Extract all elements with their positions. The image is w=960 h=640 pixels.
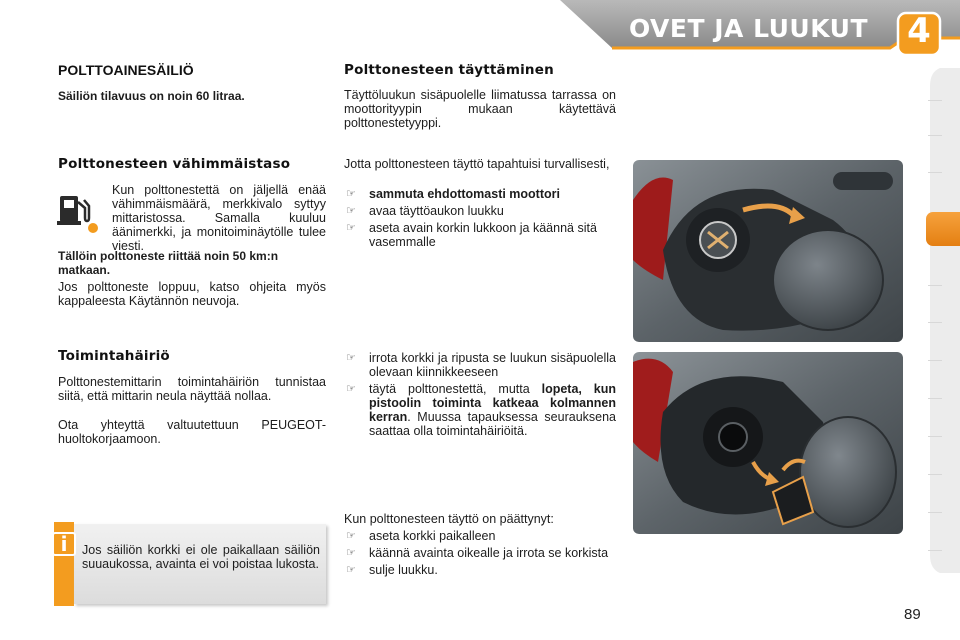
side-tab-rail	[928, 68, 960, 573]
tab-divider	[928, 285, 942, 286]
chapter-number: 4	[907, 11, 931, 51]
min-level-text: Kun polttonestettä on jäljellä enää vähimmäismäärä, merkkivalo syttyy mittaristossa. Samalla kuuluu äänimerkki, ja monitoiminäytölle tulee viesti.	[112, 183, 326, 253]
malfunction-contact: Ota yhteyttä valtuutettuun PEUGEOT-huoltokorjaamoon.	[58, 418, 326, 446]
header-title: OVET JA LUUKUT	[628, 14, 868, 43]
min-level-title: Polttonesteen vähimmäistaso	[58, 156, 291, 172]
tab-divider	[928, 172, 942, 173]
hand-bullet-icon: ☞	[346, 383, 356, 395]
hand-bullet-icon: ☞	[346, 188, 356, 200]
hand-bullet-icon: ☞	[346, 222, 356, 234]
fuel-flap-open-photo	[633, 160, 903, 342]
tab-divider	[928, 360, 942, 361]
refuel-intro: Täyttöluukun sisäpuolelle liimatussa tarrassa on moottorityypin mukaan käytettävä polttonestetyyppi.	[344, 88, 616, 130]
fuel-cap-removed-photo	[633, 352, 903, 534]
step-item: ☞ täytä polttonestettä, mutta lopeta, kun pistoolin toiminta katkeaa kolmannen kerran. Muussa tapauksessa seurauksena saattaa olla toimintahäiriöitä.	[346, 382, 616, 438]
section-title: POLTTOAINESÄILIÖ	[58, 62, 194, 78]
malfunction-title: Toimintahäiriö	[58, 348, 170, 364]
info-icon: i	[52, 532, 76, 556]
page-number: 89	[904, 606, 921, 623]
steps-list-b	[344, 351, 616, 441]
refuel-title: Polttonesteen täyttäminen	[344, 62, 554, 78]
tab-divider	[928, 436, 942, 437]
after-refuel-intro: Kun polttonesteen täyttö on päättynyt:	[344, 512, 554, 526]
hand-bullet-icon: ☞	[346, 352, 356, 364]
tab-divider	[928, 100, 942, 101]
hand-bullet-icon: ☞	[346, 205, 356, 217]
tab-divider	[928, 512, 942, 513]
tab-divider	[928, 398, 942, 399]
tank-capacity: Säiliön tilavuus on noin 60 litraa.	[58, 89, 245, 103]
step-item: ☞ aseta avain korkin lukkoon ja käännä sitä vasemmalle	[346, 221, 597, 249]
fuel-warning-icon	[54, 188, 104, 236]
hand-bullet-icon: ☞	[346, 547, 356, 559]
steps-list-a	[344, 187, 616, 252]
step-item: ☞ sammuta ehdottomasti moottori	[346, 187, 560, 201]
hand-bullet-icon: ☞	[346, 530, 356, 542]
tab-divider	[928, 474, 942, 475]
active-chapter-tab[interactable]	[926, 212, 960, 246]
step-item: ☞ käännä avainta oikealle ja irrota se korkista	[346, 546, 609, 560]
info-text: Jos säiliön korkki ei ole paikallaan säiliön suuaukossa, avainta ei voi poistaa lukosta.	[82, 543, 320, 571]
min-level-advice: Jos polttoneste loppuu, katso ohjeita myös kappaleesta Käytännön neuvoja.	[58, 280, 326, 308]
tab-divider	[928, 135, 942, 136]
tab-divider	[928, 322, 942, 323]
step-item: ☞ sulje luukku.	[346, 563, 438, 577]
step-item: ☞ irrota korkki ja ripusta se luukun sisäpuolella olevaan kiinnikkeeseen	[346, 351, 616, 379]
tab-divider	[928, 550, 942, 551]
min-level-bold-note: Tällöin polttoneste riittää noin 50 km:n matkaan.	[58, 249, 279, 277]
hand-bullet-icon: ☞	[346, 564, 356, 576]
step-item: ☞ avaa täyttöaukon luukku	[346, 204, 504, 218]
malfunction-text: Polttonestemittarin toimintahäiriön tunnistaa siitä, että mittarin neula näyttää nollaa.	[58, 375, 326, 403]
step-item: ☞ aseta korkki paikalleen	[346, 529, 496, 543]
steps-intro: Jotta polttonesteen täyttö tapahtuisi turvallisesti,	[344, 157, 610, 171]
steps-list-c	[344, 529, 616, 580]
